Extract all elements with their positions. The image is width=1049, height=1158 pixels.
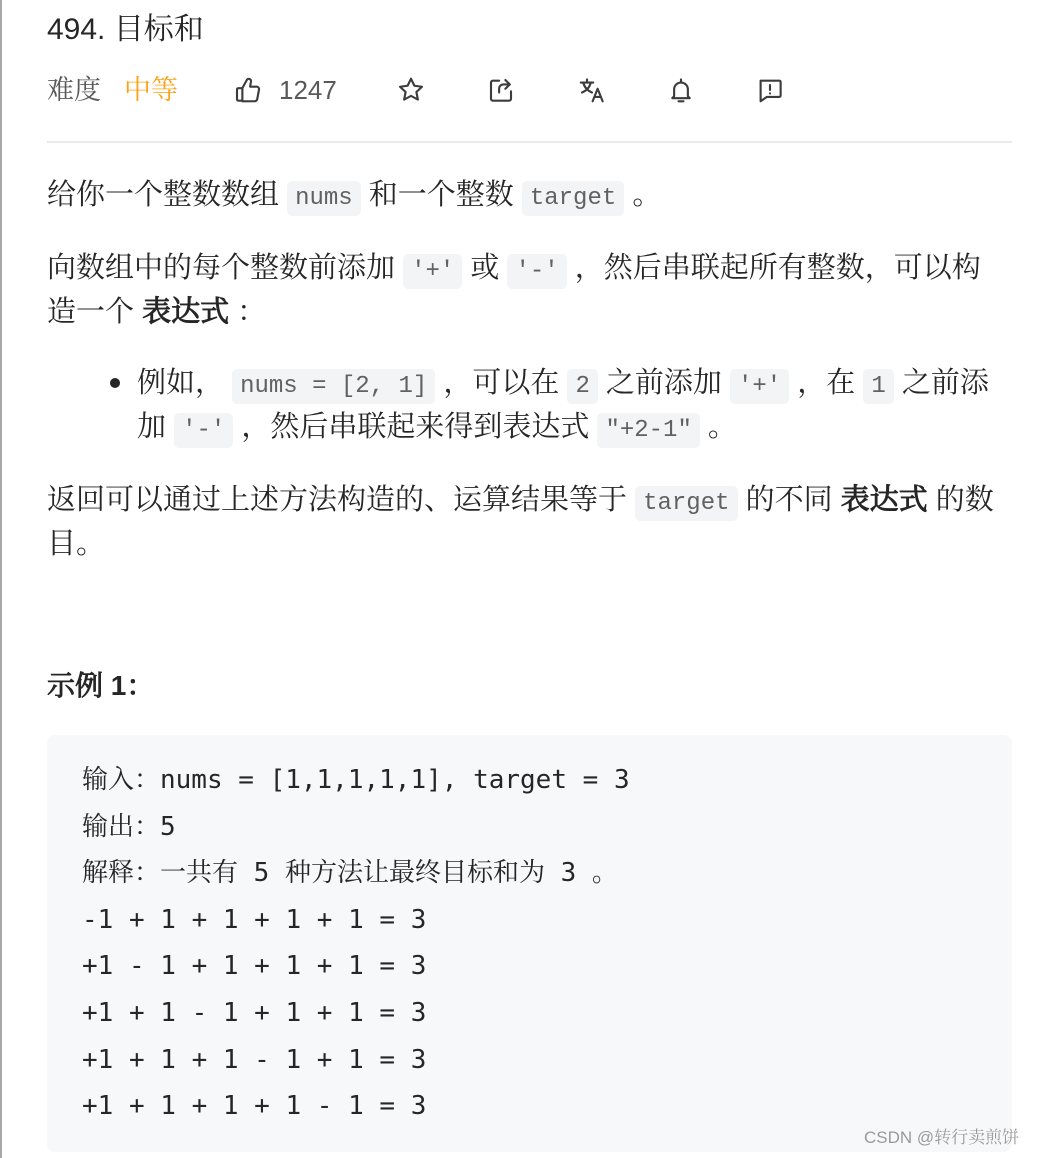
feedback-button[interactable] xyxy=(753,68,787,112)
inline-code: 1 xyxy=(863,369,893,404)
description-text: 。 xyxy=(707,411,737,443)
code-line: +1 + 1 + 1 - 1 + 1 = 3 xyxy=(82,1044,427,1075)
paragraph-line xyxy=(47,522,1012,566)
code-line: +1 + 1 + 1 + 1 - 1 = 3 xyxy=(82,1091,427,1122)
example-heading: 示例 1： xyxy=(47,670,155,701)
inline-code: '+' xyxy=(730,369,789,404)
description-paragraph xyxy=(47,478,1012,566)
inline-code: 2 xyxy=(567,369,597,404)
difficulty-badge: 中等 xyxy=(124,75,178,105)
description-bullet xyxy=(137,361,1012,449)
code-line: +1 - 1 + 1 + 1 + 1 = 3 xyxy=(82,951,427,982)
description-text: ，在 xyxy=(797,367,856,399)
description-paragraph xyxy=(47,173,1012,217)
code-line: 解释：一共有 5 种方法让最终目标和为 3 。 xyxy=(82,858,618,889)
inline-code: '-' xyxy=(174,413,233,448)
notification-button[interactable] xyxy=(664,68,698,112)
description-paragraph xyxy=(47,246,1012,334)
bold-term: 表达式 xyxy=(840,484,928,516)
translate-icon[interactable] xyxy=(577,75,607,105)
inline-code: '+' xyxy=(403,254,462,289)
inline-code: nums xyxy=(287,181,361,216)
description-text: ，然后串联起来得到表达式 xyxy=(241,411,590,443)
share-icon[interactable] xyxy=(486,75,516,105)
code-line: -1 + 1 + 1 + 1 + 1 = 3 xyxy=(82,904,427,935)
description-text: 加 xyxy=(137,411,167,443)
favorite-button[interactable] xyxy=(394,68,428,112)
bold-term: 表达式 xyxy=(142,296,230,328)
description-text: ，然后串联起所有整数，可以构 xyxy=(574,252,981,284)
like-count: 1247 xyxy=(279,75,337,105)
star-icon[interactable] xyxy=(396,75,426,105)
feedback-icon[interactable] xyxy=(755,75,785,105)
description-text: 的不同 xyxy=(745,484,833,516)
inline-code: "+2-1" xyxy=(597,413,699,448)
description-text: ，可以在 xyxy=(443,367,560,399)
description-text: 的数 xyxy=(935,484,994,516)
divider xyxy=(47,141,1012,143)
description-text: 之前添加 xyxy=(605,367,722,399)
paragraph-line xyxy=(47,173,1012,217)
paragraph-line xyxy=(47,290,1012,334)
share-button[interactable] xyxy=(484,68,518,112)
description-text: 之前添 xyxy=(901,367,989,399)
problem-title: 494. 目标和 xyxy=(47,13,204,46)
bullet-dot xyxy=(110,378,120,388)
watermark: CSDN @转行卖煎饼 xyxy=(864,1128,1020,1147)
difficulty-label: 难度 xyxy=(47,75,101,105)
bullet-line xyxy=(137,361,1012,405)
code-line: +1 + 1 - 1 + 1 + 1 = 3 xyxy=(82,997,427,1028)
thumbs-up-icon[interactable] xyxy=(233,75,263,105)
description-text: 目。 xyxy=(47,528,106,560)
code-line: 输出：5 xyxy=(82,811,176,842)
description-text: 例如， xyxy=(137,367,225,399)
inline-code: target xyxy=(522,181,624,216)
problem-meta-bar xyxy=(2,68,1049,112)
description-text: ： xyxy=(237,296,267,328)
paragraph-line xyxy=(47,246,1012,290)
inline-code: target xyxy=(635,486,737,521)
description-text: 和一个整数 xyxy=(368,179,514,211)
inline-code: nums = [2, 1] xyxy=(232,369,435,404)
bell-icon[interactable] xyxy=(666,75,696,105)
description-text: 返回可以通过上述方法构造的、运算结果等于 xyxy=(47,484,628,516)
code-line: 输入：nums = [1,1,1,1,1], target = 3 xyxy=(82,765,630,795)
description-text: 或 xyxy=(470,252,500,284)
inline-code: '-' xyxy=(507,254,566,289)
like-button[interactable] xyxy=(233,68,337,112)
bullet-line xyxy=(137,405,1012,449)
description-text: 。 xyxy=(632,179,662,211)
description-text: 给你一个整数数组 xyxy=(47,179,280,211)
translate-button[interactable] xyxy=(575,68,609,112)
example-code-block xyxy=(47,735,1012,1152)
paragraph-line xyxy=(47,478,1012,522)
description-text: 向数组中的每个整数前添加 xyxy=(47,252,396,284)
description-text: 造一个 xyxy=(47,296,135,328)
